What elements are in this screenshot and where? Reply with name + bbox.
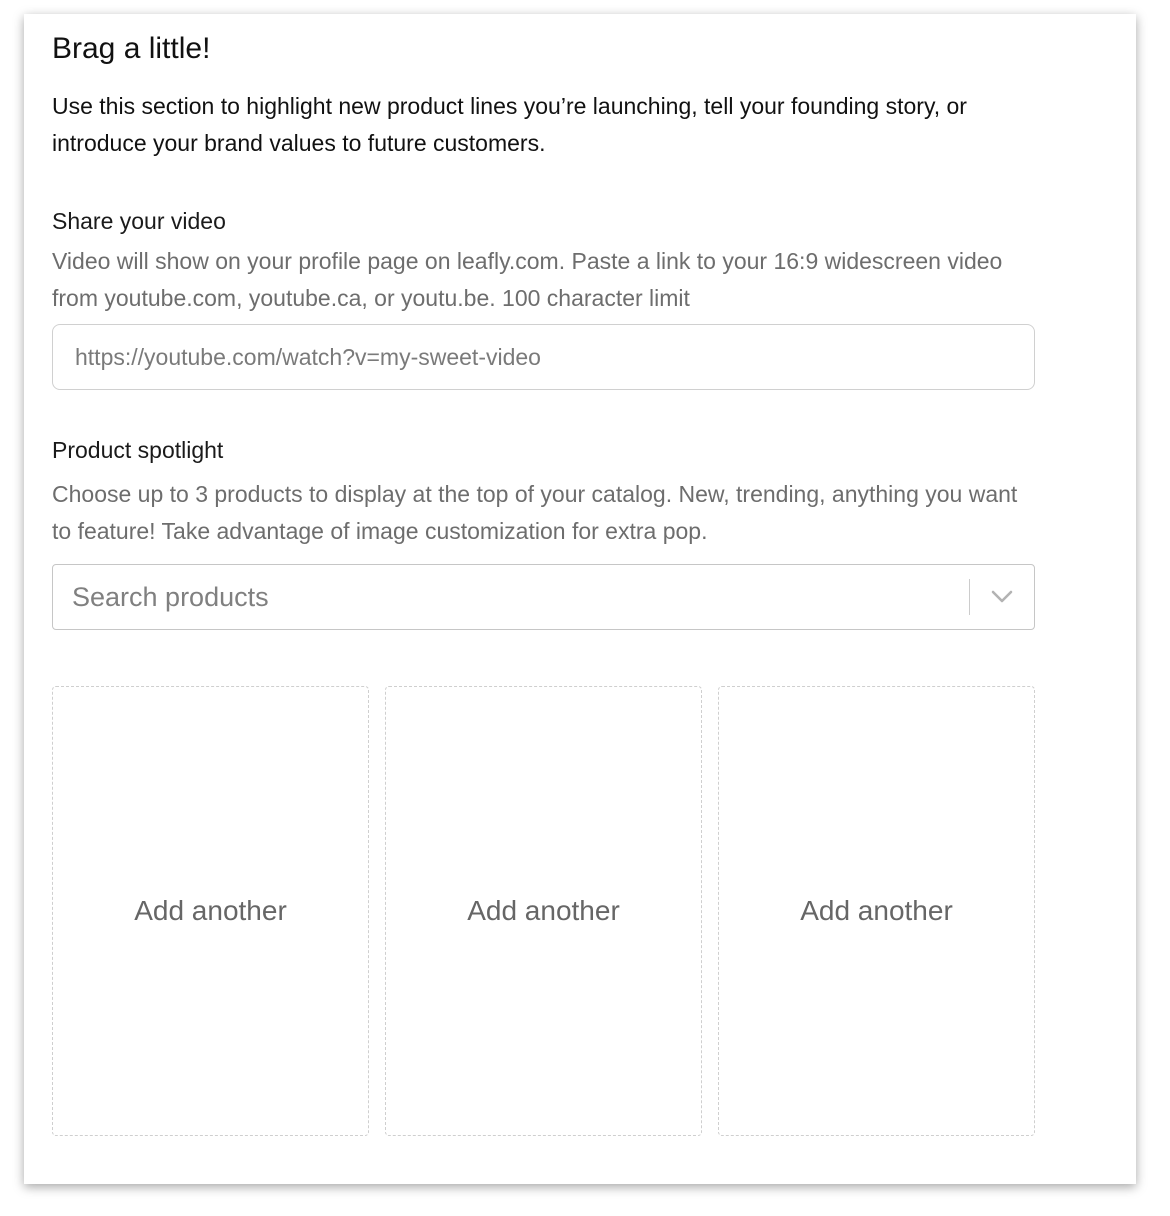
video-label: Share your video: [52, 208, 226, 234]
product-slot-1[interactable]: [52, 686, 369, 1136]
add-another-label: Add another: [800, 895, 953, 926]
dropdown-toggle-button[interactable]: [970, 565, 1034, 629]
product-slot-2[interactable]: [385, 686, 702, 1136]
section-intro: Use this section to highlight new product lines you’re launching, tell your founding story, or introduce your brand values to future customers.: [52, 93, 967, 156]
chevron-down-icon: [991, 590, 1013, 604]
add-another-label: Add another: [467, 895, 620, 926]
product-slots: [52, 686, 1035, 1136]
brag-section-card: [24, 14, 1136, 1184]
video-help-text: Video will show on your profile page on leafly.com. Paste a link to your 16:9 widescreen video from youtube.com, youtube.ca, or youtu.be. 100 character limit: [52, 248, 1003, 311]
section-title: Brag a little!: [52, 32, 211, 65]
spotlight-help-text: Choose up to 3 products to display at the top of your catalog. New, trending, anything you want to feature! Take advantage of image customization for extra pop.: [52, 481, 1018, 544]
product-search-input[interactable]: [53, 565, 969, 629]
video-url-input[interactable]: [52, 324, 1035, 390]
add-another-label: Add another: [134, 895, 287, 926]
product-slot-3[interactable]: [718, 686, 1035, 1136]
product-search-select[interactable]: [52, 564, 1035, 630]
spotlight-label: Product spotlight: [52, 437, 224, 463]
